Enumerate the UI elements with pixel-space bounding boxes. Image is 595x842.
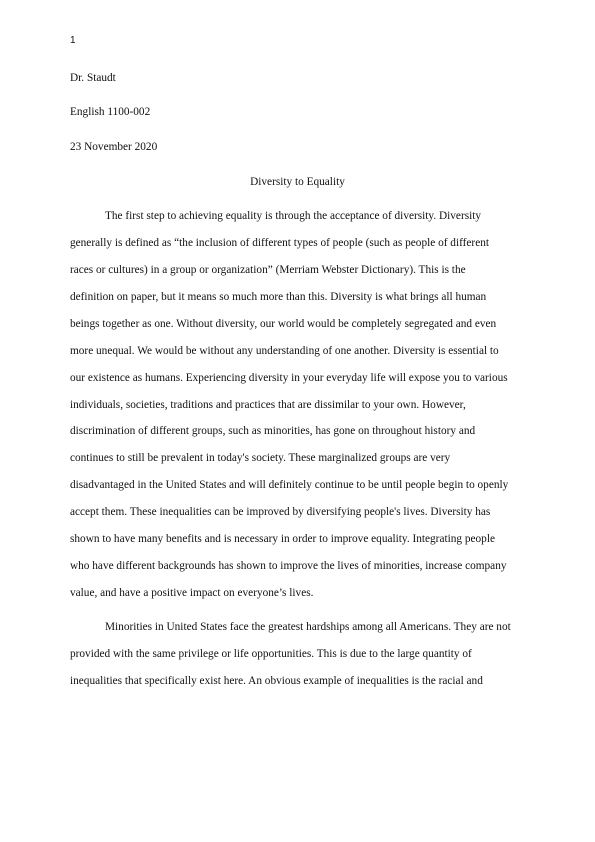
course-name: English 1100-002 — [70, 106, 151, 118]
paragraph-line: more unequal. We would be without any understanding of one another. Diversity is essential to — [70, 345, 499, 357]
paragraph-line: accept them. These inequalities can be improved by diversifying people's lives. Diversity has — [70, 506, 491, 518]
paragraph-line: inequalities that specifically exist here. An obvious example of inequalities is the racial and — [70, 675, 483, 687]
page-number: 1 — [70, 35, 76, 46]
paragraph-line: provided with the same privilege or life opportunities. This is due to the large quantity of — [70, 648, 472, 660]
paragraph-line: beings together as one. Without diversity, our world would be completely segregated and even — [70, 318, 497, 330]
paragraph-line: disadvantaged in the United States and will definitely continue to be until people begin to openly — [70, 479, 509, 491]
paragraph-line: generally is defined as “the inclusion of different types of people (such as people of different — [70, 237, 489, 249]
paragraph-line: definition on paper, but it means so much more than this. Diversity is what brings all human — [70, 291, 487, 303]
paragraph-line: shown to have many benefits and is necessary in order to improve equality. Integrating people — [70, 533, 495, 545]
paragraph-line: who have different backgrounds has shown to improve the lives of minorities, increase company — [70, 560, 507, 572]
paragraph-line: our existence as humans. Experiencing diversity in your everyday life will expose you to various — [70, 372, 508, 384]
paragraph-line: continues to still be prevalent in today's society. These marginalized groups are very — [70, 452, 451, 464]
instructor-name: Dr. Staudt — [70, 72, 116, 84]
paragraph-line: value, and have a positive impact on everyone’s lives. — [70, 587, 314, 599]
paragraph-line: The first step to achieving equality is through the acceptance of diversity. Diversity — [105, 210, 482, 222]
paragraph-line: Minorities in United States face the greatest hardships among all Americans. They are not — [105, 621, 511, 633]
paragraph-line: races or cultures) in a group or organization” (Merriam Webster Dictionary). This is the — [70, 264, 466, 276]
essay-title: Diversity to Equality — [250, 176, 345, 188]
essay-date: 23 November 2020 — [70, 141, 158, 153]
paragraph-line: individuals, societies, traditions and practices that are dissimilar to your own. However, — [70, 399, 466, 411]
paragraph-line: discrimination of different groups, such as minorities, has gone on throughout history and — [70, 425, 476, 437]
